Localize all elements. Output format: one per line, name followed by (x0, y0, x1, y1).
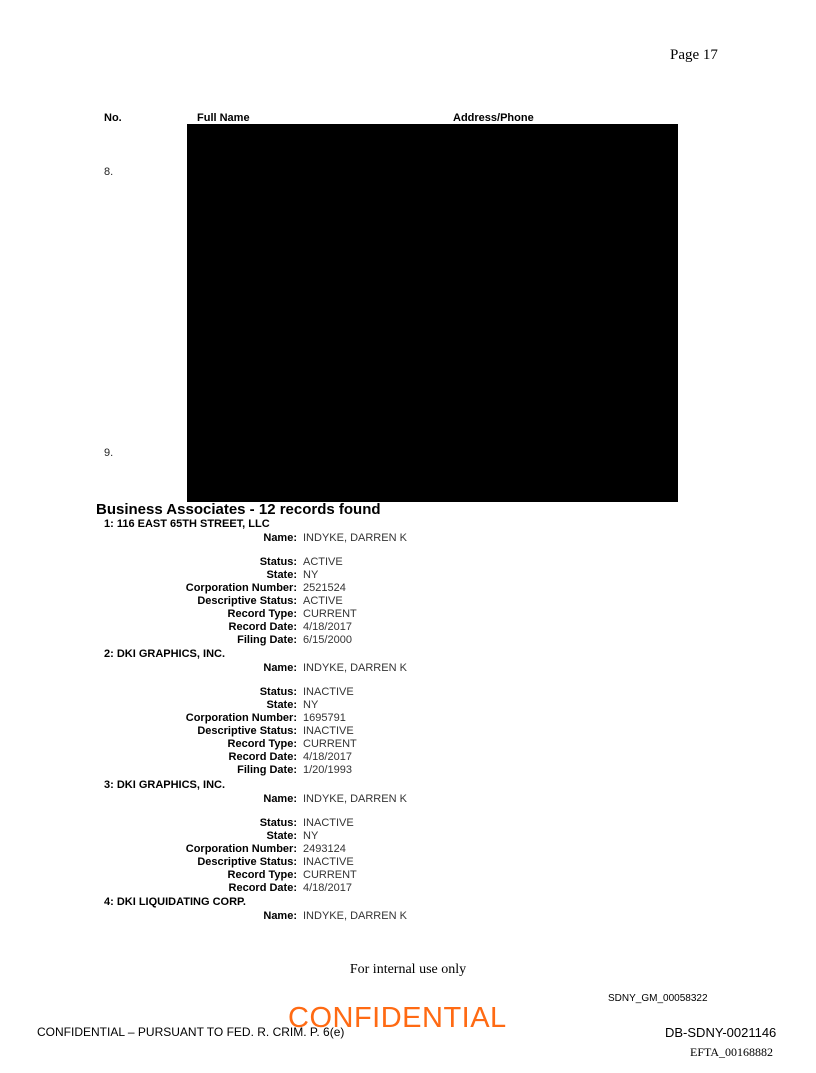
record-title: 1: 116 EAST 65TH STREET, LLC (104, 518, 270, 530)
row-number: 8. (104, 166, 114, 178)
field-value: INDYKE, DARREN K (303, 910, 407, 922)
record-field (100, 608, 500, 621)
field-label: State: (266, 699, 297, 711)
field-label: Descriptive Status: (197, 725, 297, 737)
field-label: Corporation Number: (185, 843, 297, 855)
field-label: Descriptive Status: (197, 595, 297, 607)
record-field (100, 830, 500, 843)
field-label: Status: (259, 556, 297, 568)
record-field (100, 725, 500, 738)
field-value: 4/18/2017 (303, 621, 352, 633)
field-value: ACTIVE (303, 556, 343, 568)
column-header-full-name: Full Name (197, 112, 250, 124)
record-title: 2: DKI GRAPHICS, INC. (104, 648, 226, 660)
record-field (100, 699, 500, 712)
internal-use-notice: For internal use only (349, 962, 467, 977)
field-label: Corporation Number: (185, 582, 297, 594)
field-value: 4/18/2017 (303, 882, 352, 894)
field-label: Record Date: (228, 751, 297, 763)
confidential-stamp: CONFIDENTIAL (288, 1002, 507, 1034)
business-associates-heading: Business Associates - 12 records found (96, 501, 381, 518)
record-field (100, 817, 500, 830)
field-value: NY (303, 569, 319, 581)
column-header-no: No. (104, 112, 122, 124)
record-field (100, 869, 500, 882)
field-label: Name: (263, 793, 297, 805)
record-field (100, 621, 500, 634)
record-field (100, 843, 500, 856)
record-field (100, 582, 500, 595)
record-field (100, 569, 500, 582)
field-value: INDYKE, DARREN K (303, 793, 407, 805)
field-label: State: (266, 569, 297, 581)
field-value: CURRENT (303, 738, 357, 750)
field-label: Name: (263, 532, 297, 544)
field-value: NY (303, 830, 319, 842)
efta-number: EFTA_00168882 (690, 1045, 774, 1059)
field-value: INACTIVE (303, 686, 354, 698)
field-label: Record Type: (227, 608, 297, 620)
redaction-block (187, 124, 678, 502)
record-field (100, 712, 500, 725)
record-field-name (100, 532, 500, 545)
field-label: Record Date: (228, 621, 297, 633)
confidential-footer-text: CONFIDENTIAL – PURSUANT TO FED. R. CRIM. P. 6(e) (37, 1025, 345, 1039)
record-field (100, 556, 500, 569)
field-value: INACTIVE (303, 856, 354, 868)
field-value: CURRENT (303, 869, 357, 881)
field-value: 2493124 (303, 843, 346, 855)
record-field (100, 595, 500, 608)
field-label: Name: (263, 910, 297, 922)
record-field (100, 882, 500, 895)
record-field-name (100, 910, 500, 923)
record-title: 3: DKI GRAPHICS, INC. (104, 779, 226, 791)
field-value: INDYKE, DARREN K (303, 662, 407, 674)
field-value: INDYKE, DARREN K (303, 532, 407, 544)
record-field (100, 751, 500, 764)
field-value: 1695791 (303, 712, 346, 724)
field-label: Name: (263, 662, 297, 674)
field-label: Record Type: (227, 869, 297, 881)
bates-number-right: DB-SDNY-0021146 (665, 1025, 777, 1040)
record-field (100, 764, 500, 777)
field-label: State: (266, 830, 297, 842)
record-field (100, 634, 500, 647)
field-label: Record Type: (227, 738, 297, 750)
field-label: Filing Date: (237, 764, 297, 776)
record-field-name (100, 662, 500, 675)
field-label: Record Date: (228, 882, 297, 894)
record-field-name (100, 793, 500, 806)
field-value: 2521524 (303, 582, 346, 594)
field-value: 1/20/1993 (303, 764, 352, 776)
record-field (100, 686, 500, 699)
field-label: Status: (259, 817, 297, 829)
field-label: Descriptive Status: (197, 856, 297, 868)
field-value: NY (303, 699, 319, 711)
field-value: CURRENT (303, 608, 357, 620)
field-label: Corporation Number: (185, 712, 297, 724)
column-header-address-phone: Address/Phone (453, 112, 534, 124)
field-value: ACTIVE (303, 595, 343, 607)
row-number: 9. (104, 447, 114, 459)
field-value: INACTIVE (303, 817, 354, 829)
field-value: 4/18/2017 (303, 751, 352, 763)
field-label: Status: (259, 686, 297, 698)
field-label: Filing Date: (237, 634, 297, 646)
bates-number: SDNY_GM_00058322 (608, 993, 708, 1004)
field-value: INACTIVE (303, 725, 354, 737)
page-number: Page 17 (670, 47, 718, 63)
record-field (100, 738, 500, 751)
record-title: 4: DKI LIQUIDATING CORP. (104, 896, 246, 908)
field-value: 6/15/2000 (303, 634, 352, 646)
record-field (100, 856, 500, 869)
